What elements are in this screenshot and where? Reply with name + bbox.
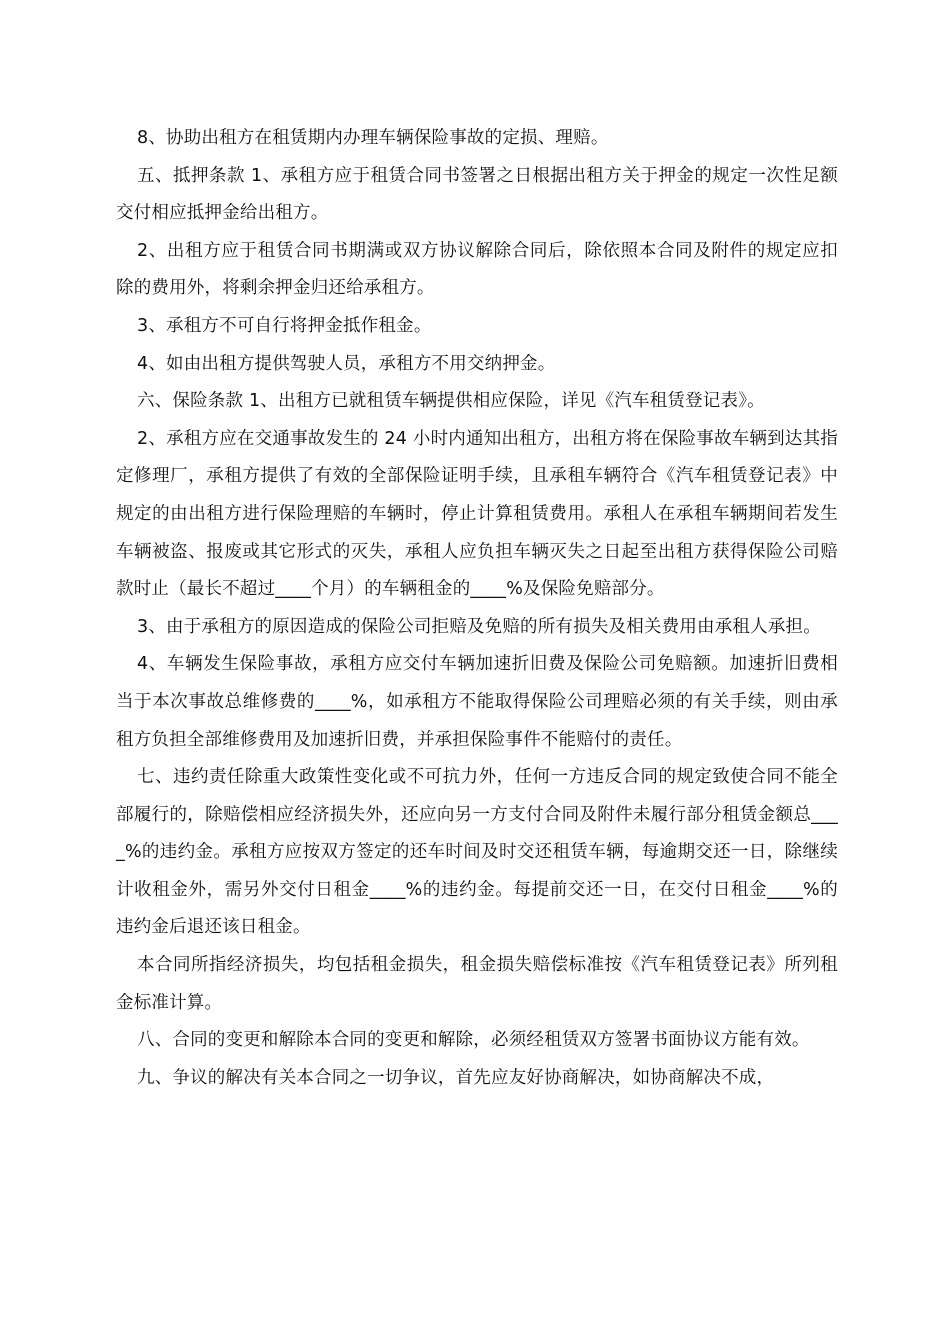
insurance-clause-4: 4、车辆发生保险事故，承租方应交付车辆加速折旧费及保险公司免赔额。加速折旧费相当于本次事故总维修费的____%，如承租方不能取得保险公司理赔必须的有关手续，则由承租方负担全部维修费用及加速折旧费，并承担保险事件不能赔付的责任。	[116, 654, 838, 750]
liability-economic-loss: 本合同所指经济损失，均包括租金损失，租金损失赔偿标准按《汽车租赁登记表》所列租金标准计算。	[116, 955, 838, 1013]
clause-8-assist-insurance: 8、协助出租方在租赁期内办理车辆保险事故的定损、理赔。	[137, 128, 609, 148]
insurance-clause-3: 3、由于承租方的原因造成的保险公司拒赔及免赔的所有损失及相关费用由承租人承担。	[137, 616, 821, 637]
deposit-clause-4: 4、如由出租方提供驾驶人员，承租方不用交纳押金。	[137, 353, 556, 374]
document-body	[116, 120, 838, 1097]
section-8-amendment: 八、合同的变更和解除本合同的变更和解除，必须经租赁双方签署书面协议方能有效。	[137, 1030, 810, 1051]
insurance-clause-2: 2、承租方应在交通事故发生的 24 小时内通知出租方，出租方将在保险事故车辆到达其指定修理厂，承租方提供了有效的全部保险证明手续，且承租车辆符合《汽车租赁登记表》中规定的由出租方进行保险理赔的车辆时，停止计算租赁费用。承租人在承租车辆期间若发生车辆被盗、报废或其它形式的灭失，承租人应负担车辆灭失之日起至出租方获得保险公司赔款时止（最长不超过____个月）的车辆租金的____%及保险免赔部分。	[116, 428, 838, 600]
section-6-insurance-clause-1: 六、保险条款 1、出租方已就租赁车辆提供相应保险，详见《汽车租赁登记表》。	[137, 391, 765, 412]
section-7-liability: 七、违约责任除重大政策性变化或不可抗力外，任何一方违反合同的规定致使合同不能全部履行的，除赔偿相应经济损失外，还应向另一方支付合同及附件未履行部分租赁金额总____%的违约金。承租方应按双方签定的还车时间及时交还租赁车辆，每逾期交还一日，除继续计收租金外，需另外交付日租金____%的违约金。每提前交还一日，在交付日租金____%的违约金后退还该日租金。	[116, 767, 838, 938]
section-5-deposit-clause-1: 五、抵押条款 1、承租方应于租赁合同书签署之日根据出租方关于押金的规定一次性足额交付相应抵押金给出租方。	[116, 165, 838, 224]
deposit-clause-2: 2、出租方应于租赁合同书期满或双方协议解除合同后，除依照本合同及附件的规定应扣除的费用外，将剩余押金归还给承租方。	[116, 240, 838, 299]
section-9-dispute: 九、争议的解决有关本合同之一切争议，首先应友好协商解决，如协商解决不成，	[137, 1067, 775, 1088]
deposit-clause-3: 3、承租方不可自行将押金抵作租金。	[137, 315, 432, 336]
